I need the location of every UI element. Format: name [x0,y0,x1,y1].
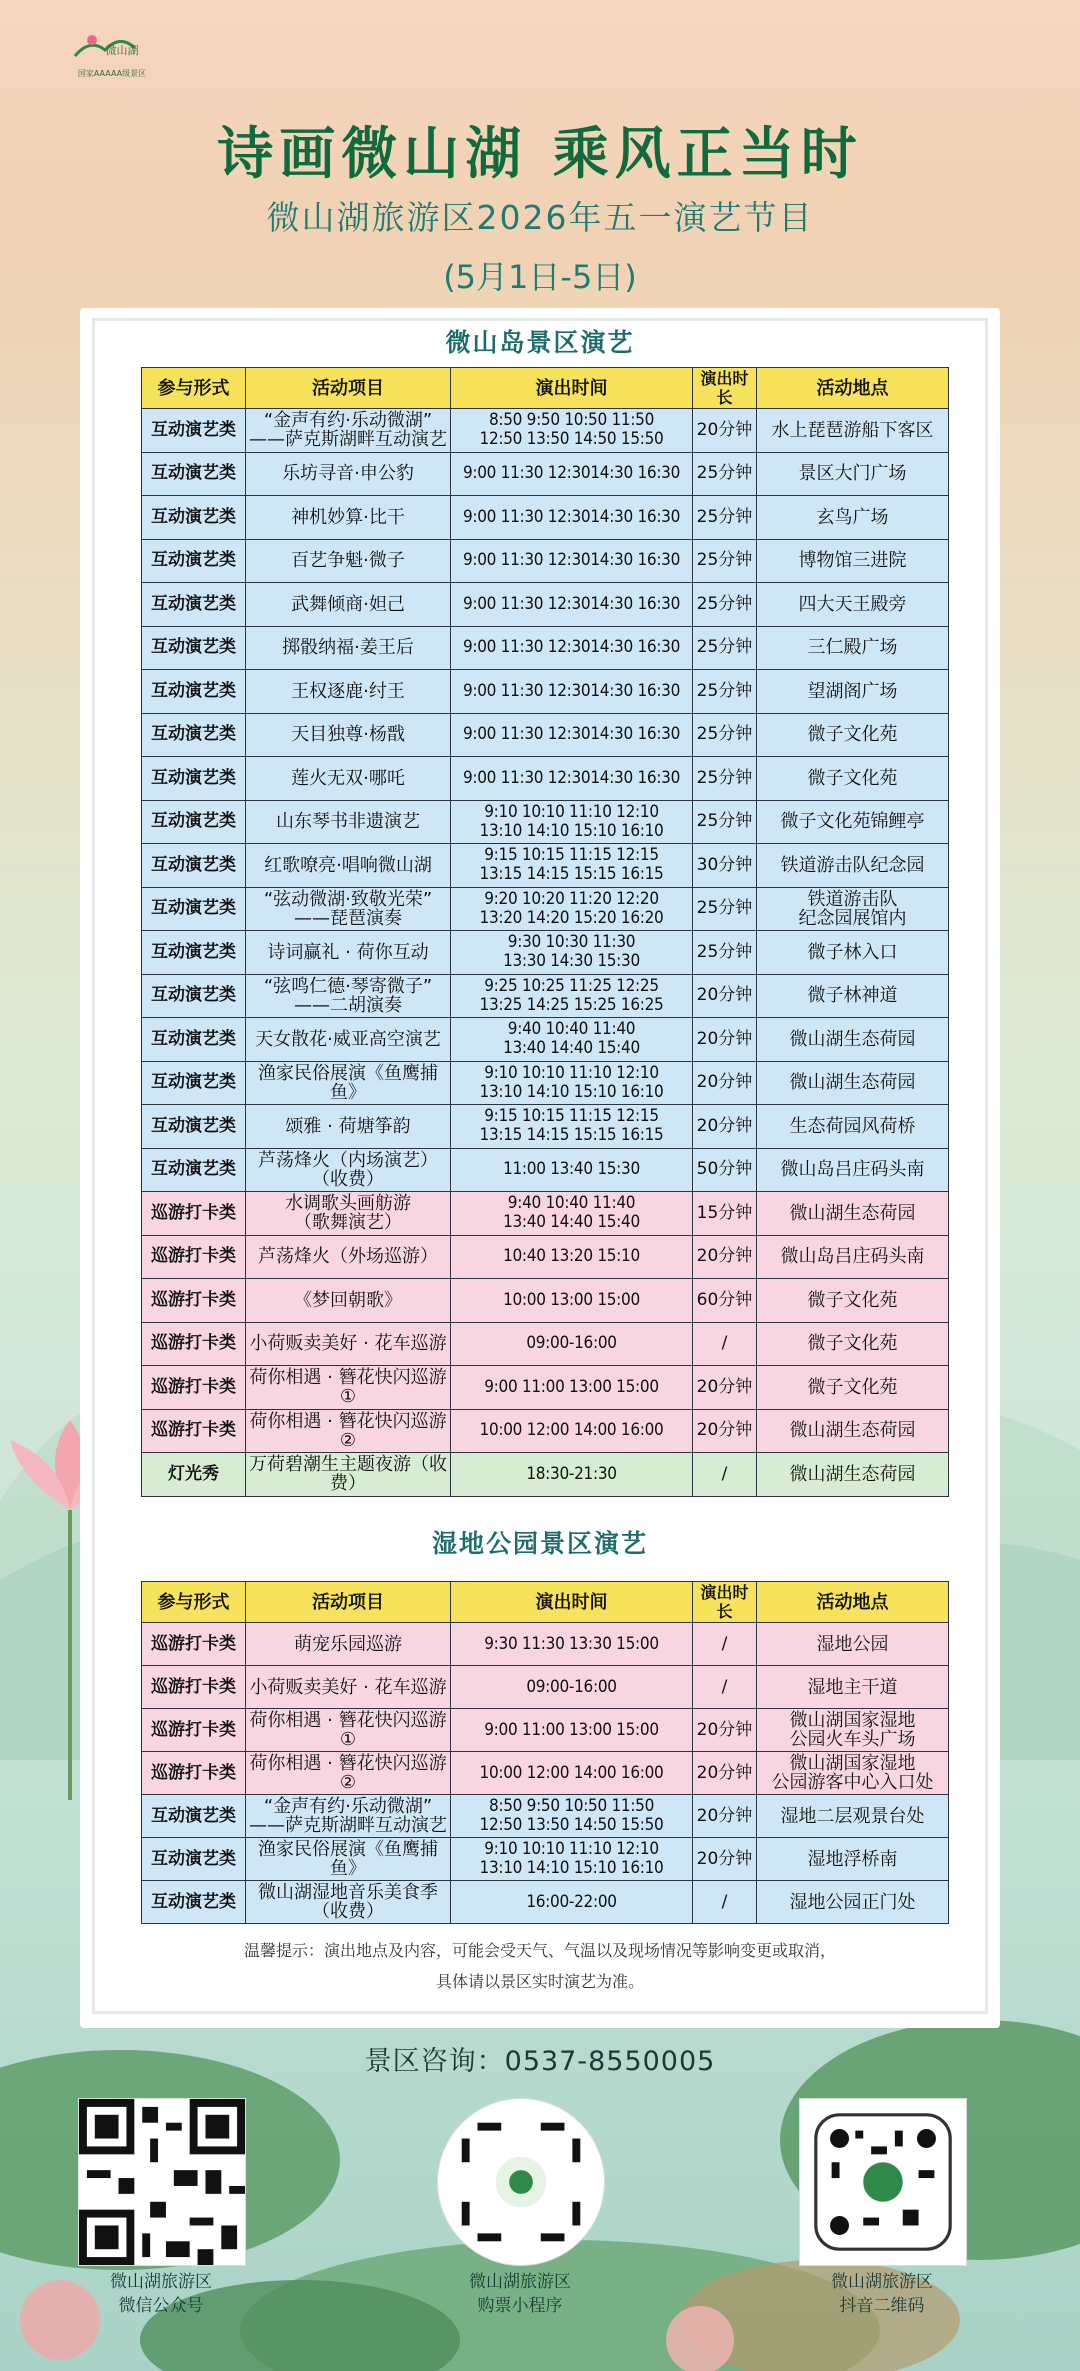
cell-dur: / [693,1623,757,1666]
section-title-wetland: 湿地公园景区演艺 [431,1529,648,1558]
cell-dur: 25分钟 [693,713,757,757]
table-row [142,800,949,844]
cell-loc: 微山岛吕庄码头南 [757,1235,949,1279]
cell-form: 互动演艺类 [142,1795,246,1838]
cell-loc: 湿地公园 [757,1623,949,1666]
col-header-duration: 演出时长 [693,368,757,409]
cell-loc: 铁道游击队 纪念园展馆内 [757,887,949,931]
col-header-location: 活动地点 [757,368,949,409]
consult-phone: 景区咨询：0537-8550005 [364,2046,716,2077]
cell-form: 互动演艺类 [142,713,246,757]
cell-name: 王权逐鹿·纣王 [246,670,451,714]
cell-loc: 微山湖国家湿地 公园火车头广场 [757,1709,949,1752]
col-header-form: 参与形式 [142,1582,246,1623]
cell-time: 9:30 10:30 11:30 13:30 14:30 15:30 [451,931,693,975]
cell-name: 水调歌头画舫游 （歌舞演艺） [246,1192,451,1236]
cell-dur: 20分钟 [693,1105,757,1149]
cell-name: 微山湖湿地音乐美食季 （收费） [246,1881,451,1924]
logo-brand: 微山湖 [105,44,139,57]
cell-time: 10:40 13:20 15:10 [451,1235,693,1279]
cell-name: 莲火无双·哪吒 [246,757,451,801]
cell-time: 9:40 10:40 11:40 13:40 14:40 15:40 [451,1018,693,1062]
notice-line-2: 具体请以景区实时演艺为准。 [435,1972,644,1991]
cell-form: 互动演艺类 [142,539,246,583]
cell-name: 荷你相遇 · 簪花快闪巡游② [246,1409,451,1453]
table-row [142,1409,949,1453]
cell-name: 萌宠乐园巡游 [246,1623,451,1666]
cell-dur: 30分钟 [693,844,757,888]
cell-loc: 三仁殿广场 [757,626,949,670]
cell-time: 9:00 11:30 12:3014:30 16:30 [451,496,693,540]
cell-name: 渔家民俗展演《鱼鹰捕鱼》 [246,1838,451,1881]
douyin-code-icon [800,2099,966,2265]
cell-dur: 20分钟 [693,1409,757,1453]
table-row [142,1366,949,1410]
cell-form: 互动演艺类 [142,1148,246,1192]
cell-dur: 25分钟 [693,452,757,496]
cell-dur: 50分钟 [693,1148,757,1192]
cell-loc: 湿地浮桥南 [757,1838,949,1881]
cell-dur: / [693,1666,757,1709]
cell-name: 红歌嘹亮·唱响微山湖 [246,844,451,888]
cell-name: 乐坊寻音·申公豹 [246,452,451,496]
table-header-row [142,1582,949,1623]
qr-label-wechat: 微山湖旅游区 微信公众号 [110,2272,212,2316]
cell-form: 巡游打卡类 [142,1235,246,1279]
table-row [142,1838,949,1881]
cell-name: 芦荡烽火（内场演艺） （收费） [246,1148,451,1192]
cell-name: 百艺争魁·微子 [246,539,451,583]
qr-code-douyin[interactable] [799,2098,967,2266]
cell-form: 互动演艺类 [142,670,246,714]
cell-time: 9:30 11:30 13:30 15:00 [451,1623,693,1666]
cell-time: 9:10 10:10 11:10 12:10 13:10 14:10 15:10 16:10 [451,1061,693,1105]
cell-dur: 20分钟 [693,1795,757,1838]
cell-time: 10:00 12:00 14:00 16:00 [451,1409,693,1453]
cell-name: 山东琴书非遗演艺 [246,800,451,844]
cell-form: 互动演艺类 [142,974,246,1018]
col-header-name: 活动项目 [246,1582,451,1623]
table-row [142,583,949,627]
qr-label-mini-program: 微山湖旅游区 购票小程序 [469,2272,571,2316]
cell-time: 9:25 10:25 11:25 12:25 13:25 14:25 15:25 16:25 [451,974,693,1018]
table-row [142,974,949,1018]
cell-form: 互动演艺类 [142,887,246,931]
qr-pattern-icon [79,2099,245,2265]
table-row [142,1709,949,1752]
table-row [142,1881,949,1924]
cell-loc: 景区大门广场 [757,452,949,496]
col-header-time: 演出时间 [451,1582,693,1623]
cell-dur: 20分钟 [693,974,757,1018]
col-header-form: 参与形式 [142,368,246,409]
qr-code-mini-program[interactable] [437,2098,605,2266]
cell-name: 芦荡烽火（外场巡游） [246,1235,451,1279]
cell-loc: 微山湖生态荷园 [757,1018,949,1062]
cell-name: 小荷贩卖美好 · 花车巡游 [246,1666,451,1709]
table-row [142,539,949,583]
cell-loc: 微山湖生态荷园 [757,1192,949,1236]
cell-loc: 湿地公园正门处 [757,1881,949,1924]
cell-form: 互动演艺类 [142,931,246,975]
cell-form: 互动演艺类 [142,583,246,627]
logo [62,28,152,88]
cell-loc: 湿地二层观景台处 [757,1795,949,1838]
cell-time: 9:00 11:30 12:3014:30 16:30 [451,670,693,714]
cell-form: 互动演艺类 [142,626,246,670]
cell-dur: 25分钟 [693,757,757,801]
cell-form: 巡游打卡类 [142,1666,246,1709]
cell-dur: 20分钟 [693,1752,757,1795]
cell-loc: 微子文化苑 [757,1322,949,1366]
cell-name: 万荷碧潮生主题夜游（收费） [246,1453,451,1497]
table-row [142,887,949,931]
col-header-duration: 演出时长 [693,1582,757,1623]
cell-loc: 微子文化苑 [757,1279,949,1323]
cell-loc: 望湖阁广场 [757,670,949,714]
cell-time: 9:10 10:10 11:10 12:10 13:10 14:10 15:10 16:10 [451,1838,693,1881]
schedule-table-wetland [141,1581,949,1924]
cell-name: 天女散花·威亚高空演艺 [246,1018,451,1062]
table-row [142,1279,949,1323]
cell-time: 11:00 13:40 15:30 [451,1148,693,1192]
cell-form: 巡游打卡类 [142,1366,246,1410]
table-row [142,1105,949,1149]
table-row [142,931,949,975]
cell-loc: 微子林神道 [757,974,949,1018]
cell-time: 9:00 11:30 12:3014:30 16:30 [451,757,693,801]
table-row [142,1192,949,1236]
cell-dur: / [693,1453,757,1497]
cell-dur: 20分钟 [693,1838,757,1881]
table-row [142,713,949,757]
cell-dur: 20分钟 [693,409,757,453]
cell-dur: / [693,1881,757,1924]
cell-loc: 微子文化苑 [757,713,949,757]
cell-time: 09:00-16:00 [451,1666,693,1709]
table-header-row [142,368,949,409]
table-row [142,626,949,670]
cell-form: 巡游打卡类 [142,1752,246,1795]
cell-time: 09:00-16:00 [451,1322,693,1366]
cell-loc: 微子文化苑 [757,1366,949,1410]
table-row [142,1061,949,1105]
cell-time: 16:00-22:00 [451,1881,693,1924]
cell-dur: 25分钟 [693,800,757,844]
cell-loc: 水上琵琶游船下客区 [757,409,949,453]
cell-dur: / [693,1322,757,1366]
cell-name: 颂雅 · 荷塘筝韵 [246,1105,451,1149]
logo-subtitle: 国家AAAAA级景区 [77,69,147,78]
table-row [142,670,949,714]
cell-time: 8:50 9:50 10:50 11:50 12:50 13:50 14:50 15:50 [451,409,693,453]
table-row [142,1752,949,1795]
col-header-location: 活动地点 [757,1582,949,1623]
cell-name: 天目独尊·杨戬 [246,713,451,757]
cell-name: 掷骰纳福·姜王后 [246,626,451,670]
cell-time: 9:00 11:00 13:00 15:00 [451,1709,693,1752]
cell-name: 武舞倾商·妲己 [246,583,451,627]
cell-time: 9:00 11:30 12:3014:30 16:30 [451,452,693,496]
cell-name: 荷你相遇 · 簪花快闪巡游① [246,1366,451,1410]
cell-loc: 微子文化苑 [757,757,949,801]
qr-label-douyin: 微山湖旅游区 抖音二维码 [831,2272,933,2316]
cell-form: 互动演艺类 [142,844,246,888]
cell-loc: 微子林入口 [757,931,949,975]
cell-name: 荷你相遇 · 簪花快闪巡游① [246,1709,451,1752]
cell-dur: 25分钟 [693,626,757,670]
cell-loc: 微山湖国家湿地 公园游客中心入口处 [757,1752,949,1795]
schedule-table-island [141,367,949,1497]
cell-form: 互动演艺类 [142,452,246,496]
cell-loc: 博物馆三进院 [757,539,949,583]
cell-time: 9:15 10:15 11:15 12:15 13:15 14:15 15:15 16:15 [451,844,693,888]
table-row [142,409,949,453]
page-subtitle: 微山湖旅游区2026年五一演艺节目 [266,198,814,237]
table-row [142,1666,949,1709]
cell-loc: 微山湖生态荷园 [757,1409,949,1453]
cell-dur: 20分钟 [693,1366,757,1410]
cell-dur: 15分钟 [693,1192,757,1236]
qr-code-wechat[interactable] [78,2098,246,2266]
cell-dur: 25分钟 [693,931,757,975]
cell-loc: 生态荷园风荷桥 [757,1105,949,1149]
cell-form: 巡游打卡类 [142,1279,246,1323]
cell-form: 互动演艺类 [142,757,246,801]
cell-dur: 20分钟 [693,1018,757,1062]
cell-dur: 60分钟 [693,1279,757,1323]
cell-form: 互动演艺类 [142,1018,246,1062]
cell-dur: 25分钟 [693,496,757,540]
table-row [142,757,949,801]
cell-form: 互动演艺类 [142,1838,246,1881]
cell-form: 互动演艺类 [142,800,246,844]
cell-name: 荷你相遇 · 簪花快闪巡游② [246,1752,451,1795]
table-row [142,1453,949,1497]
cell-loc: 玄鸟广场 [757,496,949,540]
cell-time: 18:30-21:30 [451,1453,693,1497]
cell-dur: 25分钟 [693,887,757,931]
cell-dur: 20分钟 [693,1709,757,1752]
cell-time: 9:20 10:20 11:20 12:20 13:20 14:20 15:20 16:20 [451,887,693,931]
cell-name: “弦动微湖·致敬光荣” ——琵琶演奏 [246,887,451,931]
cell-form: 互动演艺类 [142,496,246,540]
date-range: (5月1日-5日) [443,258,637,296]
cell-time: 10:00 12:00 14:00 16:00 [451,1752,693,1795]
mini-program-code-icon [438,2099,604,2265]
table-row [142,1235,949,1279]
cell-dur: 25分钟 [693,583,757,627]
cell-loc: 铁道游击队纪念园 [757,844,949,888]
cell-form: 互动演艺类 [142,1061,246,1105]
section-title-island: 微山岛景区演艺 [445,328,635,357]
table-row [142,452,949,496]
cell-dur: 25分钟 [693,539,757,583]
cell-name: “弦鸣仁德·琴寄微子” ——二胡演奏 [246,974,451,1018]
page-title: 诗画微山湖 乘风正当时 [217,121,863,187]
cell-form: 互动演艺类 [142,1105,246,1149]
cell-name: 诗词赢礼 · 荷你互动 [246,931,451,975]
cell-time: 9:00 11:30 12:3014:30 16:30 [451,626,693,670]
cell-loc: 微山湖生态荷园 [757,1061,949,1105]
cell-form: 巡游打卡类 [142,1709,246,1752]
col-header-name: 活动项目 [246,368,451,409]
table-row [142,496,949,540]
cell-time: 10:00 13:00 15:00 [451,1279,693,1323]
cell-form: 互动演艺类 [142,1881,246,1924]
cell-dur: 25分钟 [693,670,757,714]
cell-name: “金声有约·乐动微湖” ——萨克斯湖畔互动演艺 [246,1795,451,1838]
table-row [142,1795,949,1838]
cell-time: 9:15 10:15 11:15 12:15 13:15 14:15 15:15 16:15 [451,1105,693,1149]
cell-loc: 微子文化苑锦鲤亭 [757,800,949,844]
cell-loc: 微山湖生态荷园 [757,1453,949,1497]
cell-name: 《梦回朝歌》 [246,1279,451,1323]
cell-time: 9:00 11:30 12:3014:30 16:30 [451,583,693,627]
cell-name: 神机妙算·比干 [246,496,451,540]
cell-name: “金声有约·乐动微湖” ——萨克斯湖畔互动演艺 [246,409,451,453]
cell-loc: 湿地主干道 [757,1666,949,1709]
cell-time: 9:00 11:30 12:3014:30 16:30 [451,713,693,757]
cell-dur: 20分钟 [693,1235,757,1279]
cell-loc: 微山岛吕庄码头南 [757,1148,949,1192]
cell-dur: 20分钟 [693,1061,757,1105]
table-row [142,844,949,888]
cell-time: 9:10 10:10 11:10 12:10 13:10 14:10 15:10 16:10 [451,800,693,844]
notice-line-1: 温馨提示：演出地点及内容，可能会受天气、气温以及现场情况等影响变更或取消， [243,1941,836,1960]
cell-form: 巡游打卡类 [142,1409,246,1453]
cell-time: 9:00 11:30 12:3014:30 16:30 [451,539,693,583]
table-row [142,1322,949,1366]
table-row [142,1148,949,1192]
cell-form: 巡游打卡类 [142,1192,246,1236]
cell-form: 灯光秀 [142,1453,246,1497]
cell-name: 小荷贩卖美好 · 花车巡游 [246,1322,451,1366]
cell-form: 巡游打卡类 [142,1623,246,1666]
cell-time: 9:00 11:00 13:00 15:00 [451,1366,693,1410]
cell-loc: 四大天王殿旁 [757,583,949,627]
cell-form: 互动演艺类 [142,409,246,453]
table-row [142,1623,949,1666]
cell-name: 渔家民俗展演《鱼鹰捕鱼》 [246,1061,451,1105]
table-row [142,1018,949,1062]
cell-time: 8:50 9:50 10:50 11:50 12:50 13:50 14:50 15:50 [451,1795,693,1838]
cell-form: 巡游打卡类 [142,1322,246,1366]
col-header-time: 演出时间 [451,368,693,409]
cell-time: 9:40 10:40 11:40 13:40 14:40 15:40 [451,1192,693,1236]
